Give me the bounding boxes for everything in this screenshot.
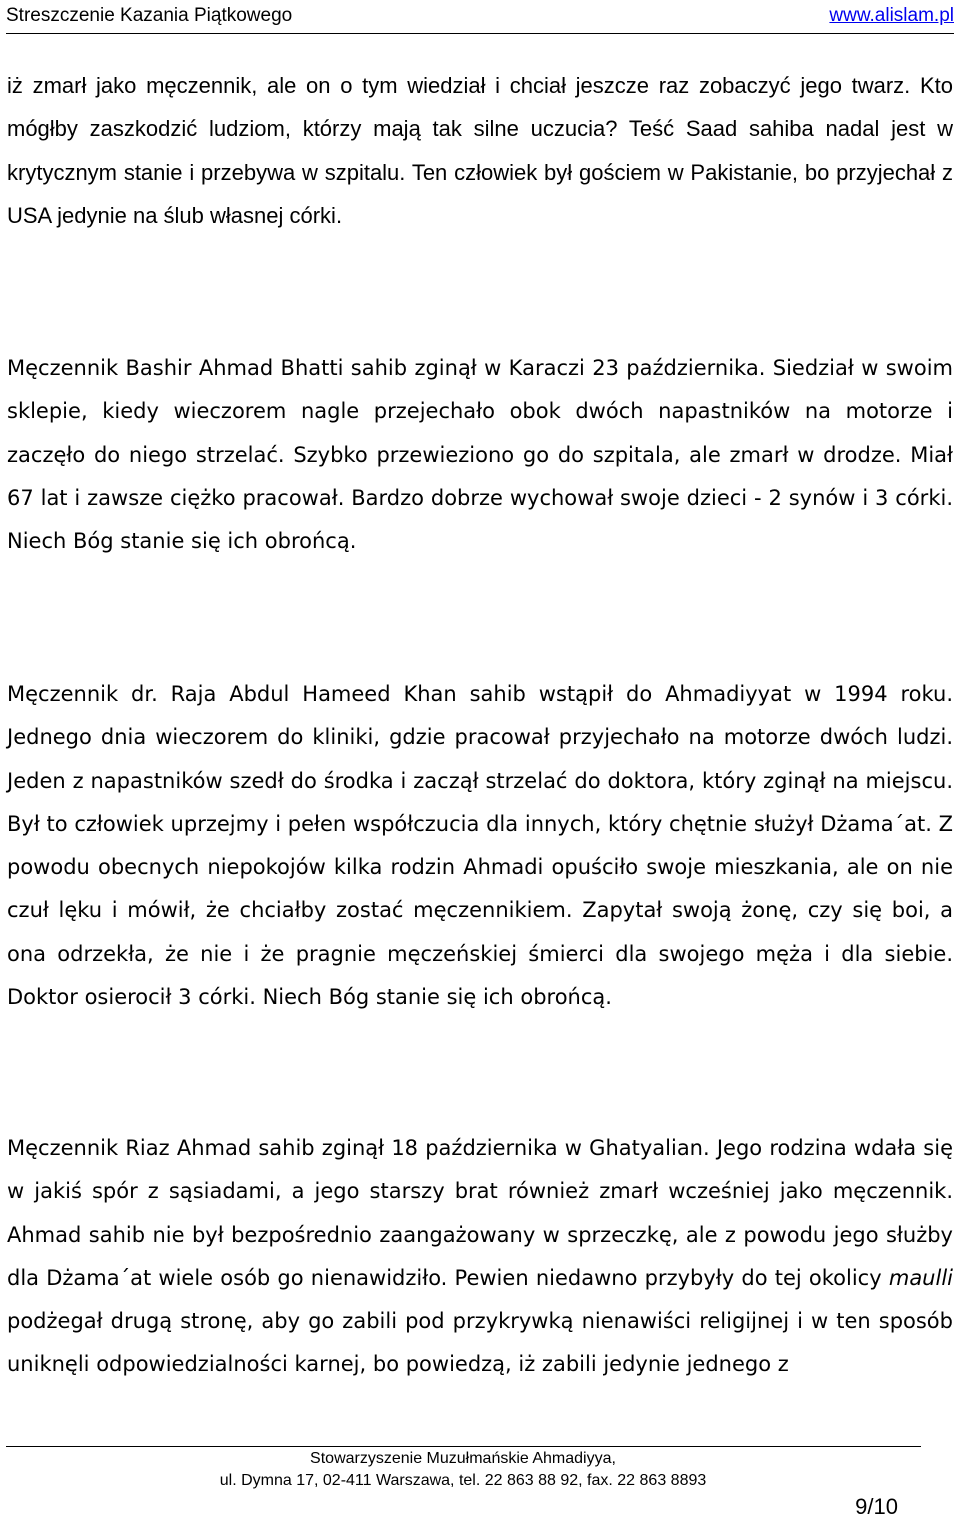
- paragraph-1: iż zmarł jako męczennik, ale on o tym wiedział i chciał jeszcze raz zobaczyć jego twarz. Kto mógłby zaszkodzić ludziom, którzy mają tak silne uczucia? Teść Saad sahiba nadal jest w krytycznym stanie i przebywa w szpitalu. Ten człowiek był gościem w Pakistanie, bo przyjechał z USA jedynie na ślub własnej córki.: [7, 73, 953, 228]
- footer-address: ul. Dymna 17, 02-411 Warszawa, tel. 22 863 88 92, fax. 22 863 8893: [219, 1472, 707, 1489]
- header-divider: [6, 33, 954, 34]
- paragraph-3: Męczennik dr. Raja Abdul Hameed Khan sahib wstąpił do Ahmadiyyat w 1994 roku. Jednego dnia wieczorem do kliniki, gdzie pracował przyjechało na motorze dwóch ludzi. Jeden z napastników szedł do środka i zaczął strzelać do doktora, który zginął na miejscu. Był to człowiek uprzejmy i pełen współczucia dla innych, który chętnie służył Dżama´at. Z powodu obecnych niepokojów kilka rodzin Ahmadi opuściło swoje mieszkania, ale on nie czuł lęku i mówił, że chciałby zostać męczennikiem. Zapytał swoją żonę, czy się boi, a ona odrzekła, że nie i że pragnie męczeńskiej śmierci dla swojego męża i dla siebie. Doktor osierocił 3 córki. Niech Bóg stanie się ich obrońcą.: [7, 682, 953, 1010]
- paragraph-4-text-end: podżegał drugą stronę, aby go zabili pod przykrywką nienawiści religijnej i w ten sposób uniknęli odpowiedzialności karnej, bo powiedzą, iż zabili jedynie jednego z: [7, 1309, 953, 1377]
- page-header: [6, 0, 954, 34]
- header-title: Streszczenie Kazania Piątkowego: [6, 5, 293, 26]
- paragraph-4-italic-term: maulli: [888, 1265, 953, 1290]
- page-number: 9/10: [855, 1494, 898, 1519]
- footer-org-name: Stowarzyszenie Muzułmańskie Ahmadiyya,: [310, 1450, 616, 1467]
- header-site-link[interactable]: www.alislam.pl: [829, 5, 954, 26]
- paragraph-2: Męczennik Bashir Ahmad Bhatti sahib zginął w Karaczi 23 października. Siedział w swoim sklepie, kiedy wieczorem nagle przejechało obok dwóch napastników na motorze i zaczęło do niego strzelać. Szybko przewieziono go do szpitala, ale zmarł w drodze. Miał 67 lat i zawsze ciężko pracował. Bardzo dobrze wychował swoje dzieci - 2 synów i 3 córki. Niech Bóg stanie się ich obrońcą.: [7, 356, 953, 554]
- footer-divider: [6, 1446, 921, 1447]
- paragraph-4: [7, 1127, 953, 1387]
- paragraph-4-text-start: Męczennik Riaz Ahmad sahib zginął 18 października w Ghatyalian. Jego rodzina wdała się w jakiś spór z sąsiadami, a jego starszy brat również zmarł wcześniej jako męczennik. Ahmad sahib nie był bezpośrednio zaangażowany w sprzeczkę, ale z powodu jego służby dla Dżama´at wiele osób go nienawidziło. Pewien niedawno przybyły do tej okolicy: [7, 1136, 953, 1290]
- page-footer: [0, 1448, 926, 1492]
